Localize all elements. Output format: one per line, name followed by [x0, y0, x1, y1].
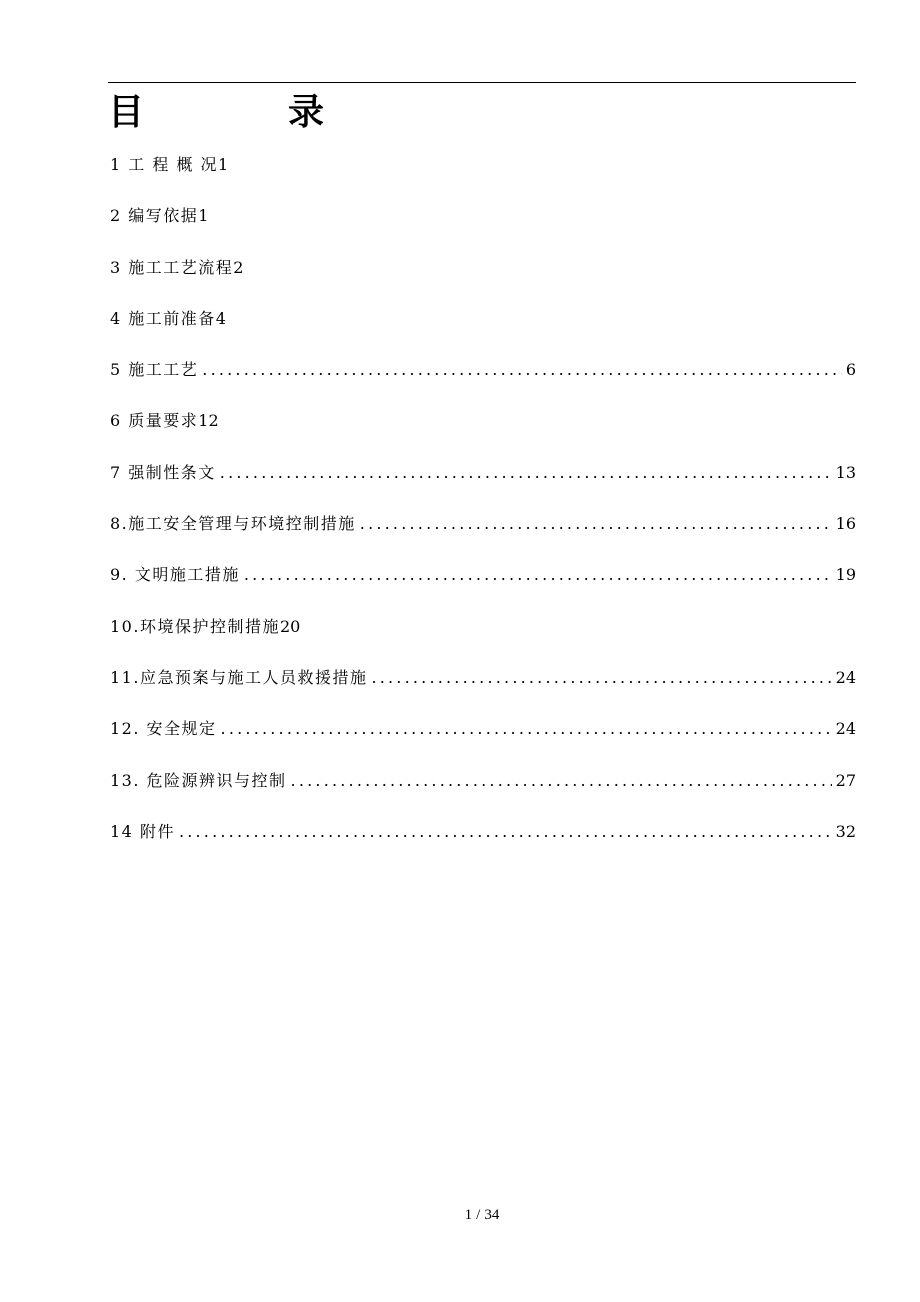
- toc-entry-11[interactable]: [110, 663, 856, 714]
- toc-entry-text: 2 编写依据: [110, 206, 199, 226]
- toc-leader: [291, 766, 832, 796]
- toc-entry-text: 13. 危险源辨识与控制: [110, 770, 287, 790]
- page-separator: /: [476, 1207, 481, 1223]
- toc-entry-page: 2: [233, 257, 244, 277]
- toc-entry-page: 1: [198, 206, 209, 226]
- toc-leader: [221, 714, 832, 744]
- toc-entry-text: 9. 文明施工措施: [110, 565, 240, 585]
- toc-entry-14[interactable]: [110, 817, 856, 868]
- toc-entry-8[interactable]: [110, 509, 856, 560]
- toc-leader: [220, 458, 832, 488]
- toc-entry-text: 12. 安全规定: [110, 719, 217, 739]
- current-page: 1: [464, 1207, 473, 1223]
- toc-entry-4[interactable]: [110, 304, 856, 355]
- total-pages: 34: [484, 1207, 500, 1223]
- toc-entry-5[interactable]: [110, 355, 856, 406]
- toc-leader: [202, 355, 842, 385]
- toc-list: [110, 150, 856, 868]
- toc-entry-page: 19: [835, 565, 856, 585]
- toc-entry-text: 4 施工前准备: [110, 308, 216, 328]
- toc-entry-text: 5 施工工艺: [110, 360, 199, 380]
- toc-entry-page: 24: [835, 667, 856, 687]
- toc-entry-9[interactable]: [110, 560, 856, 611]
- toc-entry-1[interactable]: [110, 150, 856, 201]
- toc-entry-page: 24: [835, 719, 856, 739]
- toc-entry-7[interactable]: [110, 458, 856, 509]
- toc-entry-text: 11.应急预案与施工人员救援措施: [110, 667, 368, 687]
- toc-entry-text: 10.环境保护控制措施: [110, 616, 280, 636]
- toc-entry-page: 32: [835, 821, 856, 841]
- toc-leader: [244, 560, 832, 590]
- toc-entry-page: 16: [835, 514, 856, 534]
- toc-entry-page: 1: [218, 155, 229, 174]
- toc-entry-page: 12: [198, 411, 219, 431]
- toc-entry-13[interactable]: [110, 766, 856, 817]
- toc-leader: [371, 663, 831, 693]
- page-number: [0, 1205, 920, 1225]
- toc-entry-page: 4: [215, 308, 226, 328]
- toc-entry-3[interactable]: [110, 253, 856, 304]
- toc-entry-page: 27: [835, 770, 856, 790]
- toc-title: 目 录: [108, 92, 379, 133]
- toc-entry-6[interactable]: [110, 406, 856, 457]
- toc-entry-text: 3 施工工艺流程: [110, 257, 234, 277]
- toc-leader: [360, 509, 832, 539]
- header-rule: [108, 82, 856, 83]
- toc-entry-2[interactable]: [110, 201, 856, 252]
- toc-entry-12[interactable]: [110, 714, 856, 765]
- toc-entry-page: 6: [845, 360, 856, 380]
- toc-entry-10[interactable]: [110, 612, 856, 663]
- toc-entry-text: 7 强制性条文: [110, 462, 216, 482]
- toc-entry-text: 1 工 程 概 况: [110, 155, 219, 174]
- toc-entry-text: 8.施工安全管理与环境控制措施: [110, 514, 356, 534]
- toc-leader: [179, 817, 832, 847]
- toc-entry-page: 20: [279, 616, 301, 636]
- toc-entry-page: 13: [835, 462, 856, 482]
- toc-entry-text: 14 附件: [110, 821, 175, 841]
- toc-entry-text: 6 质量要求: [110, 411, 199, 431]
